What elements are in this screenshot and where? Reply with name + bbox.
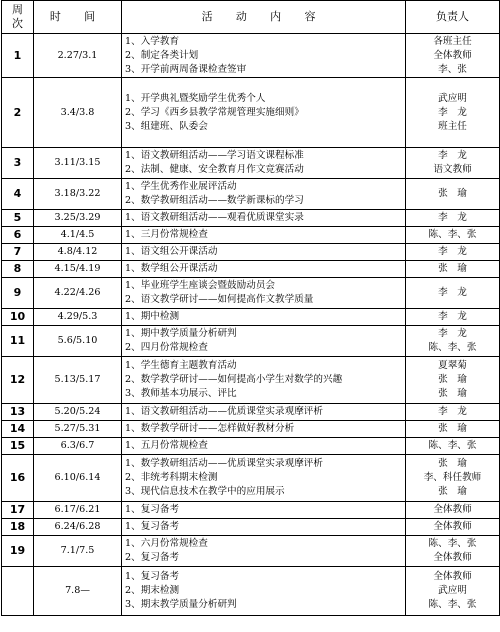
date-cell: 4.15/4.19 <box>34 261 122 278</box>
table-row <box>2 244 500 261</box>
activity-item: 1、开学典礼暨奖励学生优秀个人 <box>125 92 266 104</box>
activity-cell <box>122 421 406 438</box>
week-cell: 10 <box>2 309 34 326</box>
owner-name: 李 龙 <box>438 246 467 257</box>
activity-item: 1、数学教学研讨——怎样做好教材分析 <box>125 423 295 434</box>
activity-cell <box>122 244 406 261</box>
owner-name: 全体教师 <box>433 49 472 61</box>
table-row <box>2 261 500 278</box>
activity-item: 2、复习备考 <box>125 552 180 563</box>
table-row <box>2 278 500 309</box>
owner-cell <box>406 567 500 616</box>
date-cell: 5.6/5.10 <box>34 326 122 357</box>
activity-item: 2、数学教研组活动——数学新课标的学习 <box>125 195 304 206</box>
owner-cell <box>406 227 500 244</box>
table-row <box>2 455 500 502</box>
activity-item: 2、制定各类计划 <box>125 49 199 61</box>
week-cell <box>2 567 34 616</box>
activity-cell <box>122 404 406 421</box>
owner-cell <box>406 261 500 278</box>
owner-name: 李、张 <box>438 63 467 75</box>
activity-item: 3、组建班、队委会 <box>125 120 208 132</box>
activity-cell <box>122 261 406 278</box>
owner-cell <box>406 326 500 357</box>
time-header: 时 间 <box>34 1 122 34</box>
activity-item: 2、非统考科期末检测 <box>125 472 218 483</box>
week-cell: 17 <box>2 502 34 519</box>
owner-cell <box>406 34 500 78</box>
owner-cell <box>406 148 500 179</box>
date-cell: 4.22/4.26 <box>34 278 122 309</box>
owner-cell <box>406 357 500 404</box>
owner-name: 张 瑜 <box>438 374 467 385</box>
table-row <box>2 179 500 210</box>
activity-cell <box>122 179 406 210</box>
owner-name: 张 瑜 <box>438 263 467 274</box>
week-cell: 19 <box>2 536 34 567</box>
activity-item: 3、开学前两周备课检查签审 <box>125 63 247 75</box>
owner-name: 武应明 <box>438 585 467 596</box>
activity-cell <box>122 438 406 455</box>
activity-item: 1、语文教研组活动——优质课堂实录观摩评析 <box>125 406 323 417</box>
week-cell: 18 <box>2 519 34 536</box>
activity-item: 1、三月份常规检查 <box>125 229 208 240</box>
activity-item: 1、复习备考 <box>125 504 180 515</box>
week-cell: 13 <box>2 404 34 421</box>
table-row <box>2 519 500 536</box>
owner-name: 陈、李、张 <box>428 440 477 451</box>
table-row <box>2 404 500 421</box>
owner-cell <box>406 179 500 210</box>
date-cell: 3.11/3.15 <box>34 148 122 179</box>
week-cell: 8 <box>2 261 34 278</box>
owner-name: 武应明 <box>438 92 467 104</box>
owner-cell <box>406 210 500 227</box>
activity-cell <box>122 536 406 567</box>
owner-header: 负责人 <box>406 1 500 34</box>
date-cell: 2.27/3.1 <box>34 34 122 78</box>
owner-name: 夏翠菊 <box>438 360 467 371</box>
week-cell: 3 <box>2 148 34 179</box>
date-cell: 6.24/6.28 <box>34 519 122 536</box>
activity-item: 1、复习备考 <box>125 521 180 532</box>
owner-cell <box>406 421 500 438</box>
owner-name: 全体教师 <box>433 571 472 582</box>
owner-name: 陈、李、张 <box>428 538 477 549</box>
owner-name: 各班主任 <box>433 35 472 47</box>
activity-item: 2、法制、健康、安全教育月作文竞赛活动 <box>125 164 304 175</box>
week-cell: 16 <box>2 455 34 502</box>
owner-name: 陈、李、张 <box>428 599 477 610</box>
activity-item: 1、期中检测 <box>125 311 180 322</box>
date-cell: 4.8/4.12 <box>34 244 122 261</box>
owner-cell <box>406 519 500 536</box>
date-cell: 5.20/5.24 <box>34 404 122 421</box>
week-cell: 11 <box>2 326 34 357</box>
owner-name: 陈、李、张 <box>428 342 477 353</box>
date-cell: 5.27/5.31 <box>34 421 122 438</box>
date-cell: 7.8— <box>34 567 122 616</box>
owner-name: 李 龙 <box>438 150 467 161</box>
activity-item: 2、期末检测 <box>125 585 180 596</box>
date-cell: 3.25/3.29 <box>34 210 122 227</box>
owner-name: 全体教师 <box>433 552 472 563</box>
activity-item: 1、学生优秀作业展评活动 <box>125 181 237 192</box>
activity-cell <box>122 326 406 357</box>
date-cell: 6.10/6.14 <box>34 455 122 502</box>
activity-item: 2、数学教学研讨——如何提高小学生对数学的兴趣 <box>125 374 343 385</box>
week-header-line1: 周 <box>12 3 23 16</box>
owner-cell <box>406 244 500 261</box>
content-header: 活 动 内 容 <box>122 1 406 34</box>
activity-item: 1、期中教学质量分析研判 <box>125 328 237 339</box>
owner-name: 陈、李、张 <box>428 229 477 240</box>
owner-name: 张 瑜 <box>438 486 467 497</box>
owner-name: 李 龙 <box>438 106 467 118</box>
header-row <box>2 1 500 34</box>
week-cell: 1 <box>2 34 34 78</box>
table-row <box>2 78 500 148</box>
owner-cell <box>406 404 500 421</box>
activity-item: 2、学习《西乡县教学常规管理实施细则》 <box>125 106 304 118</box>
activity-item: 1、语文教研组活动——观看优质课堂实录 <box>125 212 304 223</box>
owner-cell <box>406 309 500 326</box>
owner-cell <box>406 278 500 309</box>
activity-item: 1、数学教研组活动——优质课堂实录观摩评析 <box>125 458 323 469</box>
activity-item: 1、六月份常规检查 <box>125 538 208 549</box>
table-row <box>2 34 500 78</box>
activity-cell <box>122 455 406 502</box>
table-row <box>2 227 500 244</box>
week-cell: 12 <box>2 357 34 404</box>
date-cell: 4.1/4.5 <box>34 227 122 244</box>
owner-name: 语文教师 <box>433 164 472 175</box>
date-cell: 4.29/5.3 <box>34 309 122 326</box>
activity-item: 2、四月份常规检查 <box>125 342 208 353</box>
date-cell: 3.4/3.8 <box>34 78 122 148</box>
activity-item: 2、语文教学研讨——如何提高作文教学质量 <box>125 294 314 305</box>
owner-name: 张 瑜 <box>438 388 467 399</box>
week-cell: 15 <box>2 438 34 455</box>
owner-name: 班主任 <box>438 120 467 132</box>
activity-cell <box>122 148 406 179</box>
date-cell: 5.13/5.17 <box>34 357 122 404</box>
activity-item: 1、数学组公开课活动 <box>125 263 218 274</box>
activity-item: 3、期末教学质量分析研判 <box>125 599 237 610</box>
owner-cell <box>406 502 500 519</box>
activity-cell <box>122 567 406 616</box>
activity-cell <box>122 309 406 326</box>
date-cell: 7.1/7.5 <box>34 536 122 567</box>
owner-name: 李 龙 <box>438 212 467 223</box>
table-row <box>2 502 500 519</box>
owner-name: 全体教师 <box>433 521 472 532</box>
owner-name: 李 龙 <box>438 328 467 339</box>
table-row <box>2 357 500 404</box>
owner-name: 李 龙 <box>438 311 467 322</box>
activity-item: 1、复习备考 <box>125 571 180 582</box>
table-row <box>2 567 500 616</box>
owner-name: 张 瑜 <box>438 458 467 469</box>
activity-cell <box>122 78 406 148</box>
table-row <box>2 326 500 357</box>
activity-cell <box>122 227 406 244</box>
owner-name: 李 龙 <box>438 287 467 298</box>
activity-item: 1、毕业班学生座谈会暨鼓励动员会 <box>125 280 276 291</box>
schedule-table <box>1 0 500 616</box>
owner-name: 全体教师 <box>433 504 472 515</box>
activity-item: 1、语文组公开课活动 <box>125 246 218 257</box>
week-cell: 14 <box>2 421 34 438</box>
date-cell: 6.3/6.7 <box>34 438 122 455</box>
activity-cell <box>122 34 406 78</box>
activity-item: 1、语文教研组活动——学习语文课程标准 <box>125 150 304 161</box>
week-cell: 4 <box>2 179 34 210</box>
schedule-body <box>2 34 500 616</box>
week-cell: 7 <box>2 244 34 261</box>
table-row <box>2 148 500 179</box>
owner-cell <box>406 455 500 502</box>
week-cell: 6 <box>2 227 34 244</box>
table-row <box>2 421 500 438</box>
week-header <box>2 1 34 34</box>
owner-name: 李、科任教师 <box>423 472 482 483</box>
owner-name: 李 龙 <box>438 406 467 417</box>
activity-cell <box>122 210 406 227</box>
owner-name: 张 瑜 <box>438 423 467 434</box>
table-row <box>2 309 500 326</box>
activity-cell <box>122 519 406 536</box>
table-row <box>2 536 500 567</box>
date-cell: 6.17/6.21 <box>34 502 122 519</box>
activity-cell <box>122 278 406 309</box>
table-row <box>2 438 500 455</box>
activity-item: 1、入学教育 <box>125 35 180 47</box>
activity-item: 3、教师基本功展示、评比 <box>125 388 237 399</box>
owner-cell <box>406 438 500 455</box>
week-header-line2: 次 <box>12 17 23 30</box>
table-row <box>2 210 500 227</box>
activity-item: 1、学生德育主题教育活动 <box>125 360 237 371</box>
activity-item: 3、现代信息技术在教学中的应用展示 <box>125 486 285 497</box>
week-cell: 2 <box>2 78 34 148</box>
activity-cell <box>122 357 406 404</box>
week-cell: 9 <box>2 278 34 309</box>
owner-cell <box>406 78 500 148</box>
date-cell: 3.18/3.22 <box>34 179 122 210</box>
activity-item: 1、五月份常规检查 <box>125 440 208 451</box>
activity-cell <box>122 502 406 519</box>
week-cell: 5 <box>2 210 34 227</box>
owner-cell <box>406 536 500 567</box>
owner-name: 张 瑜 <box>438 188 467 199</box>
